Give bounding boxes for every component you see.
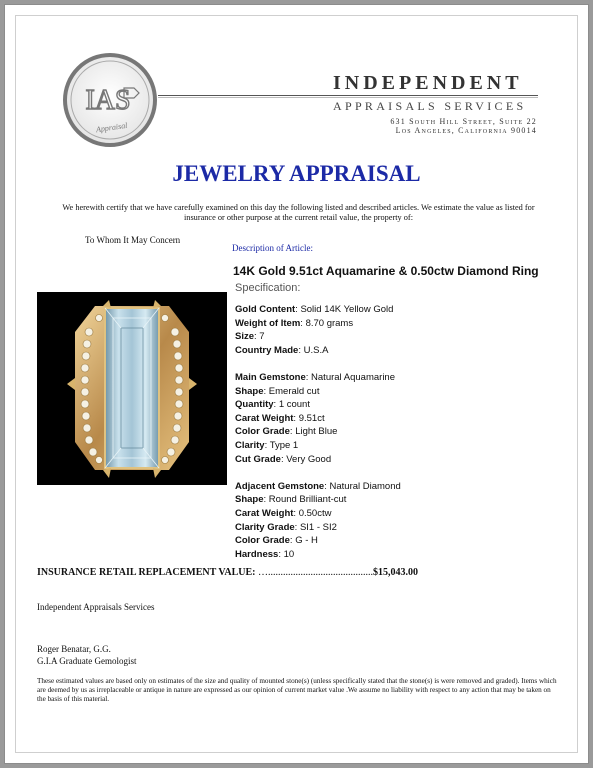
spec-label: Shape bbox=[235, 385, 264, 397]
company-address-line2: Los Angeles, California 90014 bbox=[395, 126, 537, 135]
spec-value: U.S.A bbox=[303, 344, 329, 356]
header-rule bbox=[158, 95, 538, 96]
spec-spacer bbox=[235, 466, 401, 480]
insurance-value-label: INSURANCE RETAIL REPLACEMENT VALUE: bbox=[37, 567, 256, 578]
recipient: To Whom It May Concern bbox=[85, 235, 181, 245]
spec-row: Gold Content: Solid 14K Yellow Gold bbox=[235, 304, 394, 315]
spec-label: Color Grade bbox=[235, 535, 290, 547]
spec-value: G - H bbox=[295, 535, 318, 547]
spec-label: Quantity bbox=[235, 399, 274, 411]
company-subtitle: APPRAISALS SERVICES bbox=[333, 99, 527, 113]
spec-row: Main Gemstone: Natural Aquamarine bbox=[235, 371, 395, 383]
spec-label: Country Made bbox=[235, 344, 299, 356]
signer-name: Roger Benatar, G.G. bbox=[37, 644, 111, 654]
document-title: JEWELRY APPRAISAL bbox=[172, 161, 421, 186]
spec-row: Quantity: 1 count bbox=[235, 399, 310, 411]
spec-row: Size: 7 bbox=[235, 331, 265, 343]
spec-label: Hardness bbox=[235, 548, 279, 560]
signer-title: G.I.A Graduate Gemologist bbox=[37, 656, 137, 666]
ring-photo bbox=[37, 292, 227, 485]
spec-label: Carat Weight bbox=[235, 507, 294, 519]
spec-value: Round Brilliant-cut bbox=[268, 494, 347, 506]
spec-label: Gold Content bbox=[235, 304, 296, 315]
spec-label: Color Grade bbox=[235, 426, 290, 438]
insurance-value bbox=[37, 567, 418, 578]
disclaimer: These estimated values are based only on estimates of the size and quality of mounted stone(s) (unless specifically stated that the stone(s) is were removed and graded). Items which are deemed by us as irreplaceable or antique in nature are expressed as our opinion of current market value .We assume no liability with respect to any action that may be taken on the basis of this material. bbox=[37, 677, 557, 703]
logo-text: IAS bbox=[85, 85, 131, 116]
spec-row: Country Made: U.S.A bbox=[235, 344, 329, 356]
spec-label: Weight of Item bbox=[235, 317, 301, 329]
spec-row: Shape: Emerald cut bbox=[235, 385, 320, 397]
spec-value: Light Blue bbox=[295, 426, 338, 438]
certification-statement: We herewith certify that we have carefully examined on this day the following listed and described articles. We estimate the value as listed for insurance or other purpose at the current retail value, the property of: bbox=[62, 203, 535, 222]
specifications bbox=[235, 303, 401, 561]
spec-label: Clarity Grade bbox=[235, 521, 295, 533]
spec-value: 9.51ct bbox=[298, 412, 325, 424]
spec-value: 7 bbox=[259, 331, 265, 343]
ias-logo bbox=[62, 52, 158, 148]
specification-label: Specification: bbox=[235, 282, 301, 294]
spec-row: Hardness: 10 bbox=[235, 548, 295, 560]
spec-value: 10 bbox=[283, 548, 295, 560]
logo-subtext: Appraisal bbox=[95, 120, 128, 135]
spec-label: Carat Weight bbox=[235, 412, 294, 424]
spec-label: Clarity bbox=[235, 439, 265, 451]
spec-value: Solid 14K Yellow Gold bbox=[300, 304, 394, 315]
spec-row: Carat Weight: 0.50ctw bbox=[235, 507, 332, 519]
item-title: 14K Gold 9.51ct Aquamarine & 0.50ctw Diamond Ring bbox=[233, 264, 539, 278]
spec-row: Clarity Grade: SI1 - SI2 bbox=[235, 521, 337, 533]
spec-row: Clarity: Type 1 bbox=[235, 439, 299, 451]
spec-value: Natural Aquamarine bbox=[311, 371, 395, 383]
spec-row: Adjacent Gemstone: Natural Diamond bbox=[235, 480, 401, 492]
footer-company: Independent Appraisals Services bbox=[37, 602, 155, 612]
spec-label: Cut Grade bbox=[235, 453, 281, 465]
spec-label: Main Gemstone bbox=[235, 371, 306, 383]
spec-row: Weight of Item: 8.70 grams bbox=[235, 317, 354, 329]
spec-value: 0.50ctw bbox=[298, 507, 332, 519]
spec-value: Emerald cut bbox=[268, 385, 320, 397]
header-rule-secondary bbox=[158, 97, 538, 98]
spec-value: 8.70 grams bbox=[305, 317, 354, 329]
spec-label: Adjacent Gemstone bbox=[235, 480, 325, 492]
spec-row: Carat Weight: 9.51ct bbox=[235, 412, 325, 424]
description-label: Description of Article: bbox=[232, 243, 313, 253]
insurance-value-leader: ….......................................... bbox=[257, 567, 373, 578]
spec-row: Color Grade: Light Blue bbox=[235, 426, 338, 438]
spec-row: Cut Grade: Very Good bbox=[235, 453, 332, 465]
spec-row: Color Grade: G - H bbox=[235, 535, 318, 547]
spec-value: Type 1 bbox=[269, 439, 299, 451]
spec-value: SI1 - SI2 bbox=[299, 521, 337, 533]
spec-value: Natural Diamond bbox=[329, 480, 401, 492]
insurance-value-amount: $15,043.00 bbox=[372, 567, 418, 578]
spec-row: Shape: Round Brilliant-cut bbox=[235, 494, 347, 506]
spec-value: 1 count bbox=[278, 399, 310, 411]
spec-label: Size bbox=[235, 331, 255, 343]
spec-spacer bbox=[235, 357, 401, 371]
spec-label: Shape bbox=[235, 494, 264, 506]
company-name: INDEPENDENT bbox=[333, 72, 523, 94]
company-address-line1: 631 South Hill Street, Suite 22 bbox=[390, 117, 537, 126]
spec-value: Very Good bbox=[286, 453, 332, 465]
